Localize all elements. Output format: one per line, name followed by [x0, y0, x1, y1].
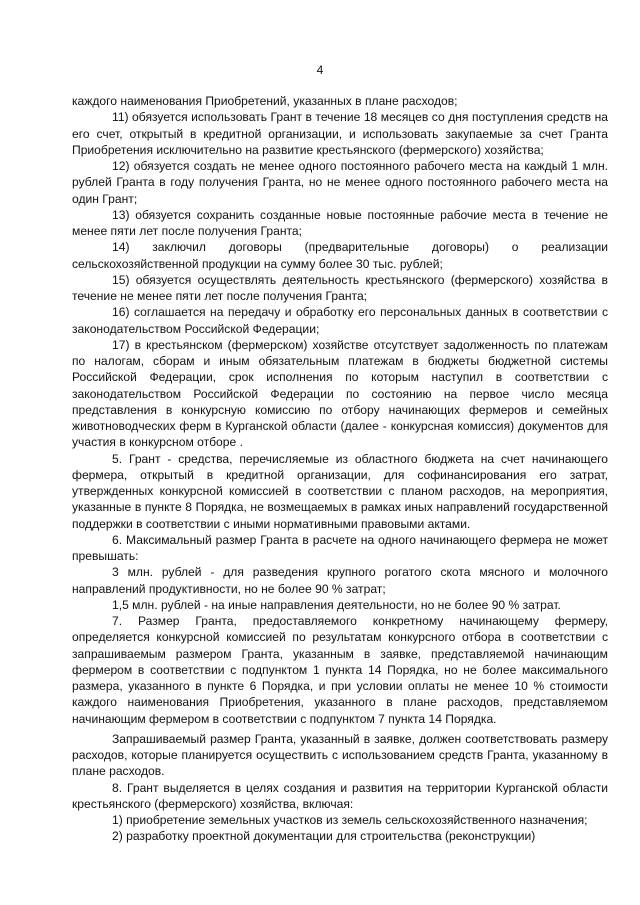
paragraph: 2) разработку проектной документации для строительства (реконструкции) — [112, 829, 536, 844]
paragraph: 17) в крестьянском (фермерском) хозяйстве отсутствует задолженность по платежам по налогам, сборам и иным обязательным платежам в бюджеты бюджетной системы Российской Федерации, срок исполнения по которым наступил в соответствии с законодательством Российской Федерации по состоянию на первое число месяца представления в конкурсную комиссию по отбору начинающих фермеров и семейных животноводческих ферм в Курганской области (далее - конкурсная комиссия) документов для участия в конкурсном отборе . — [72, 337, 608, 450]
paragraph: 16) соглашается на передачу и обработку его персональных данных в соответствии с законодательством Российской Федерации; — [72, 305, 608, 336]
paragraph: 3 млн. рублей - для разведения крупного рогатого скота мясного и молочного направлений продуктивности, но не более 90 % затрат; — [72, 565, 608, 596]
paragraph: 8. Грант выделяется в целях создания и развития на территории Курганской области крестьянского (фермерского) хозяйства, включая: — [72, 780, 608, 811]
paragraph: Запрашиваемый размер Гранта, указанный в заявке, должен соответствовать размеру расходов, которые планируется осуществить с использованием средств Гранта, указанному в плане расходов. — [72, 731, 608, 779]
paragraph: 15) обязуется осуществлять деятельность крестьянского (фермерского) хозяйства в течение не менее пяти лет после получения Гранта; — [72, 272, 608, 303]
paragraph: 5. Грант - средства, перечисляемые из областного бюджета на счет начинающего фермера, открытый в кредитной организации, для софинансирования его затрат, утвержденных конкурсной комиссией в соответствии с планом расходов, на мероприятия, указанные в пункте 8 Порядка, не возмещаемых в рамках иных направлений государственной поддержки в соответствии с иными нормативными правовыми актами. — [72, 451, 608, 531]
page-number: 4 — [316, 63, 324, 77]
paragraph: 7. Размер Гранта, предоставляемого конкретному начинающему фермеру, определяется конкурсной комиссией по результатам конкурсного отбора в соответствии с запрашиваемым размером Гранта, указанным в заявке, представляемой начинающим фермером в соответствии с подпунктом 1 пункта 14 Порядка, но не более максимального размера, указанного в пункте 6 Порядка, и при условии оплаты не менее 10 % стоимости каждого наименования Приобретения, указанного в плане расходов, представляемом начинающим фермером в соответствии с подпунктом 7 пункта 14 Порядка. — [72, 614, 608, 726]
paragraph: 11) обязуется использовать Грант в течение 18 месяцев со дня поступления средств на его счет, открытый в кредитной организации, и использовать закупаемые за счет Гранта Приобретения исключительно на развитие крестьянского (фермерского) хозяйства; — [72, 110, 608, 157]
paragraph: 1) приобретение земельных участков из земель сельскохозяйственного назначения; — [112, 813, 588, 827]
paragraph: 12) обязуется создать не менее одного постоянного рабочего места на каждый 1 млн. рублей Гранта в году получения Гранта, но не менее одного постоянного рабочего места на один Грант; — [72, 159, 608, 206]
paragraph: 1,5 млн. рублей - на иные направления деятельности, но не более 90 % затрат. — [112, 597, 561, 612]
document-body — [72, 93, 608, 845]
paragraph: 13) обязуется сохранить созданные новые постоянные рабочие места в течение не менее пяти лет после получения Гранта; — [72, 207, 608, 238]
paragraph: каждого наименования Приобретений, указанных в плане расходов; — [72, 94, 458, 108]
paragraph: 14) заключил договоры (предварительные договоры) о реализации сельскохозяйственной продукции на сумму более 30 тыс. рублей; — [72, 240, 608, 271]
paragraph: 6. Максимальный размер Гранта в расчете на одного начинающего фермера не может превышать: — [72, 532, 608, 563]
